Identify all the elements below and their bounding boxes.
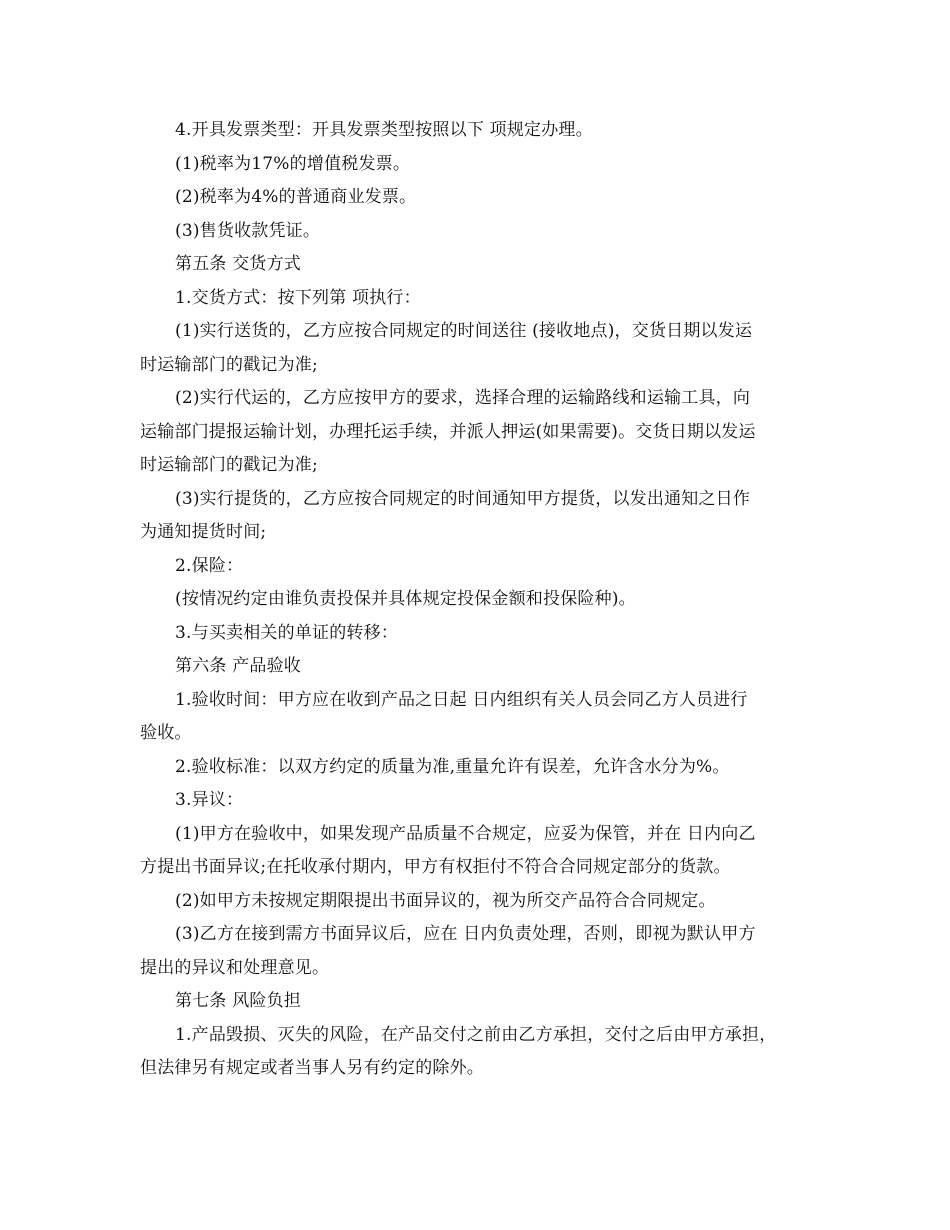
objection-item-2: (2)如甲方未按规定期限提出书面异议的，视为所交产品符合合同规定。 [175,890,716,911]
delivery-option-3-line-1: (3)实行提货的，乙方应按合同规定的时间通知甲方提货，以发出通知之日作 [175,488,751,509]
documents-transfer-clause: 3.与买卖相关的单证的转移： [175,622,399,643]
objection-clause: 3.异议： [175,790,244,810]
delivery-option-2-line-1: (2)实行代运的，乙方应按甲方的要求，选择合理的运输路线和运输工具，向 [175,388,751,408]
invoice-type-clause: 4.开具发票类型：开具发票类型按照以下 项规定办理。 [175,120,593,140]
delivery-option-1-line-2: 时运输部门的戳记为准; [140,354,318,375]
objection-item-1-line-2: 方提出书面异议;在托收承付期内，甲方有权拒付不符合合同规定部分的货款。 [140,857,731,877]
delivery-method-clause: 1.交货方式：按下列第 项执行： [175,287,421,308]
invoice-option-2: (2)税率为4%的普通商业发票。 [175,187,417,207]
delivery-option-2-line-2: 运输部门提报运输计划，办理托运手续，并派人押运(如果需要)。交货日期以发运 [140,421,756,442]
delivery-option-2-line-3: 时运输部门的戳记为准; [140,455,318,475]
objection-item-3-line-1: (3)乙方在接到需方书面异议后，应在 日内负责处理，否则，即视为默认甲方 [175,924,756,944]
invoice-option-1: (1)税率为17%的增值税发票。 [175,153,411,174]
risk-clause-line-1: 1.产品毁损、灭失的风险，在产品交付之前由乙方承担，交付之后由甲方承担， [175,1024,777,1045]
objection-item-1-line-1: (1)甲方在验收中，如果发现产品质量不合规定，应妥为保管，并在 日内向乙 [175,823,756,844]
insurance-note: (按情况约定由谁负责投保并具体规定投保金额和投保险种)。 [175,589,636,609]
article-7-heading: 第七条 风险负担 [175,991,302,1011]
inspection-standard-clause: 2.验收标准：以双方约定的质量为准,重量允许有误差，允许含水分为%。 [175,756,730,777]
article-6-heading: 第六条 产品验收 [175,656,302,676]
document-body [140,114,816,1086]
delivery-option-1-line-1: (1)实行送货的，乙方应按合同规定的时间送往 (接收地点)，交货日期以发运 [175,321,753,341]
insurance-clause: 2.保险： [175,555,244,576]
invoice-option-3: (3)售货收款凭证。 [175,220,321,241]
inspection-time-line-1: 1.验收时间：甲方应在收到产品之日起 日内组织有关人员会同乙方人员进行 [175,689,748,710]
inspection-time-line-2: 验收。 [140,723,192,743]
risk-clause-line-2: 但法律另有规定或者当事人另有约定的除外。 [140,1058,484,1078]
delivery-option-3-line-2: 为通知提货时间; [140,522,267,542]
article-5-heading: 第五条 交货方式 [175,254,302,274]
objection-item-3-line-2: 提出的异议和处理意见。 [140,957,330,978]
